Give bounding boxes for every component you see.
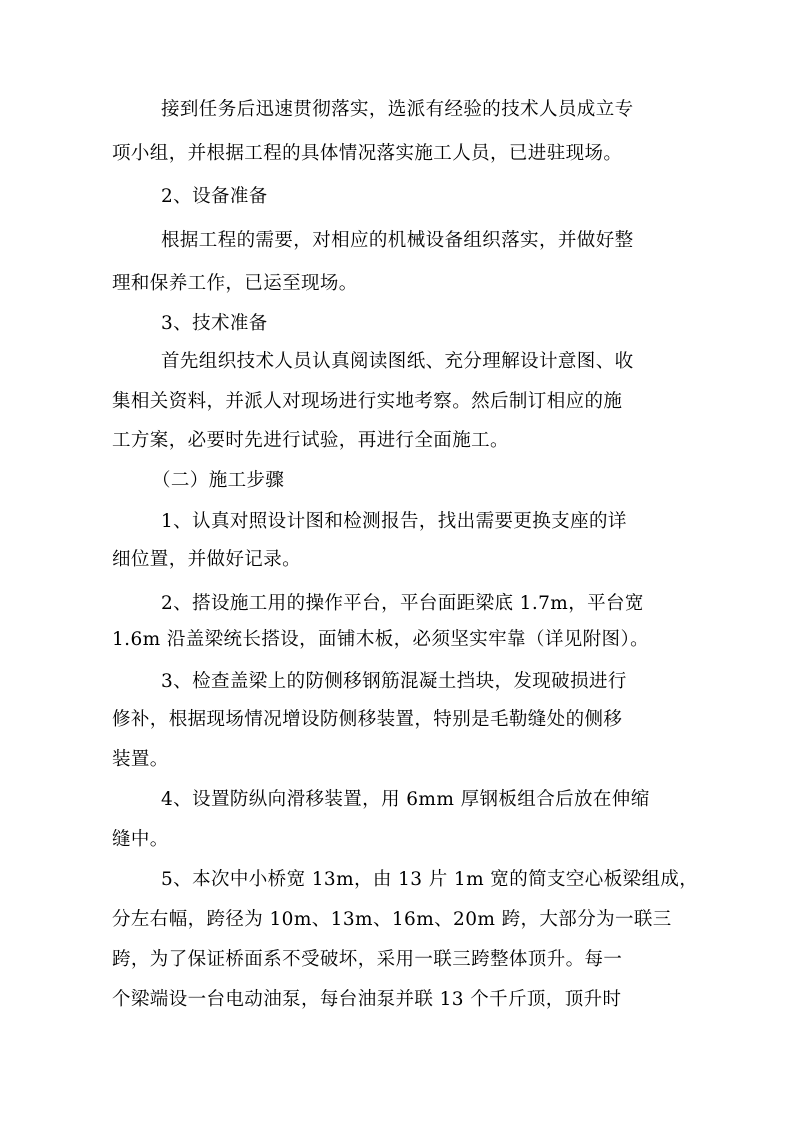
paragraph-line: 个梁端设一台电动油泵，每台油泵并联 13 个千斤顶，顶升时 [112, 989, 622, 1010]
paragraph-line: 接到任务后迅速贯彻落实，选派有经验的技术人员成立专 [161, 99, 634, 120]
paragraph-line: 缝中。 [112, 829, 169, 850]
paragraph-line: 分左右幅，跨径为 10m、13m、16m、20m 跨，大部分为一联三 [112, 909, 672, 930]
paragraph-line: 修补，根据现场情况增设防侧移装置，特别是毛勒缝处的侧移 [112, 709, 623, 730]
section-heading: 3、技术准备 [161, 313, 268, 334]
paragraph-line: 集相关资料，并派人对现场进行实地考察。然后制订相应的施 [112, 391, 623, 412]
section-heading: （二）施工步骤 [152, 470, 285, 491]
paragraph-line: 1、认真对照设计图和检测报告，找出需要更换支座的详 [161, 511, 627, 532]
paragraph-line: 根据工程的需要，对相应的机械设备组织落实，并做好整 [161, 230, 634, 251]
paragraph-line: 4、设置防纵向滑移装置，用 6mm 厚钢板组合后放在伸缩 [161, 789, 650, 810]
paragraph-line: 2、搭设施工用的操作平台，平台面距梁底 1.7m，平台宽 [161, 593, 644, 614]
paragraph-line: 项小组，并根据工程的具体情况落实施工人员，已进驻现场。 [112, 143, 623, 164]
paragraph-line: 3、检查盖梁上的防侧移钢筋混凝土挡块，发现破损进行 [161, 671, 627, 692]
paragraph-line: 1.6m 沿盖梁统长搭设，面铺木板，必须坚实牢靠（详见附图）。 [112, 629, 649, 650]
paragraph-line: 工方案，必要时先进行试验，再进行全面施工。 [112, 430, 509, 451]
paragraph-line: 跨，为了保证桥面系不受破坏，采用一联三跨整体顶升。每一 [112, 949, 623, 970]
paragraph-line: 装置。 [112, 749, 169, 770]
paragraph-line: 细位置，并做好记录。 [112, 549, 302, 570]
paragraph-line: 首先组织技术人员认真阅读图纸、充分理解设计意图、收 [161, 351, 634, 372]
section-heading: 2、设备准备 [161, 186, 268, 207]
paragraph-line: 5、本次中小桥宽 13m，由 13 片 1m 宽的简支空心板梁组成， [161, 869, 699, 890]
paragraph-line: 理和保养工作，已运至现场。 [112, 273, 358, 294]
